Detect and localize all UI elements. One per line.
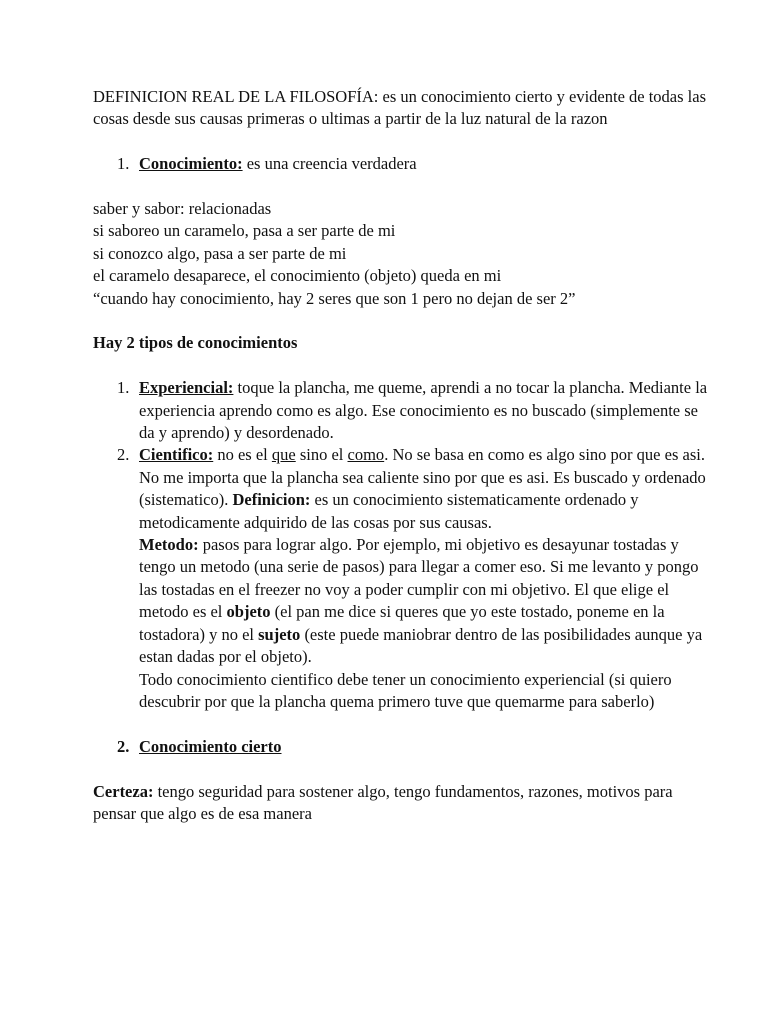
type2-paragraph xyxy=(139,444,708,534)
como-word: como xyxy=(347,445,385,465)
type1-item xyxy=(93,377,708,444)
sujeto-word: sujeto xyxy=(258,624,301,644)
section2-number: 2. xyxy=(117,736,130,756)
section1-item xyxy=(93,153,708,175)
intro-paragraph xyxy=(93,86,708,131)
certeza-text: tengo seguridad para sostener algo, tengo fundamentos, razones, motivos para pensar que algo es de esa manera xyxy=(93,781,673,823)
type2-text: . No se basa en como es algo sino por que es asi. No me importa que la plancha sea caliente sino por que es asi. Es buscado y ordenado (sistematico). xyxy=(139,445,706,510)
type2-text: sino el xyxy=(295,445,348,465)
intro-text: es un conocimiento cierto y evidente de todas las cosas desde sus causas primeras o ultimas a partir de la luz natural de la razon xyxy=(93,87,706,129)
note-line: “cuando hay conocimiento, hay 2 seres que son 1 pero no dejan de ser 2” xyxy=(93,288,576,308)
type2-title: Cientifico: xyxy=(139,445,214,465)
certeza-label: Certeza: xyxy=(93,781,154,801)
intro-label: DEFINICION REAL DE LA FILOSOFÍA: xyxy=(93,87,379,106)
metodo-text: pasos para lograr algo. Por ejemplo, mi objetivo es desayunar tostadas y tengo un metodo (una serie de pasos) para llegar a comer eso. Si me levanto y pongo las tostadas en el freezer no voy a poder cumplir con mi objetivo. El que elige el metodo es el xyxy=(139,535,699,622)
section2-title: Conocimiento cierto xyxy=(139,736,282,756)
metodo-label: Metodo: xyxy=(139,535,199,555)
types-heading: Hay 2 tipos de conocimientos xyxy=(93,333,298,353)
final-paragraph: Todo conocimiento cientifico debe tener un conocimiento experiencial (si quiero descubrir por que la plancha quema primero tuve que quemarme para saberlo) xyxy=(139,669,672,711)
metodo-text: (este puede maniobrar dentro de las posibilidades aunque ya estan dadas por el objeto). xyxy=(139,624,703,667)
note-line: saber y sabor: relacionadas xyxy=(93,199,272,218)
section1-title: Conocimiento: xyxy=(139,154,243,174)
note-line: si saboreo un caramelo, pasa a ser parte de mi xyxy=(93,221,396,241)
note-line: si conozco algo, pasa a ser parte de mi xyxy=(93,243,347,263)
section1-number: 1. xyxy=(117,154,130,174)
certeza-paragraph xyxy=(93,781,708,826)
definicion-label: Definicion: xyxy=(232,490,311,510)
metodo-paragraph xyxy=(139,534,708,668)
metodo-text: (el pan me dice si queres que yo este tostado, poneme en la tostadora) y no el xyxy=(139,602,665,644)
type2-item xyxy=(93,444,708,713)
objeto-word: objeto xyxy=(226,602,271,622)
que-word: que xyxy=(271,445,296,465)
definicion-text: es un conocimiento sistematicamente ordenado y metodicamente adquirido de las cosas por sus causas. xyxy=(139,490,639,532)
type2-text: no es el xyxy=(213,445,272,465)
type1-text: toque la plancha, me queme, aprendi a no tocar la plancha. Mediante la experiencia aprendo como es algo. Ese conocimiento es no buscado (simplemente se da y aprendo) y desordenado. xyxy=(139,378,708,443)
section2-item xyxy=(93,736,708,758)
type1-number: 1. xyxy=(117,378,130,398)
note-line: el caramelo desaparece, el conocimiento (objeto) queda en mi xyxy=(93,266,502,286)
section1-text: es una creencia verdadera xyxy=(242,154,417,174)
type1-title: Experiencial: xyxy=(139,378,234,398)
type2-number: 2. xyxy=(117,445,130,465)
